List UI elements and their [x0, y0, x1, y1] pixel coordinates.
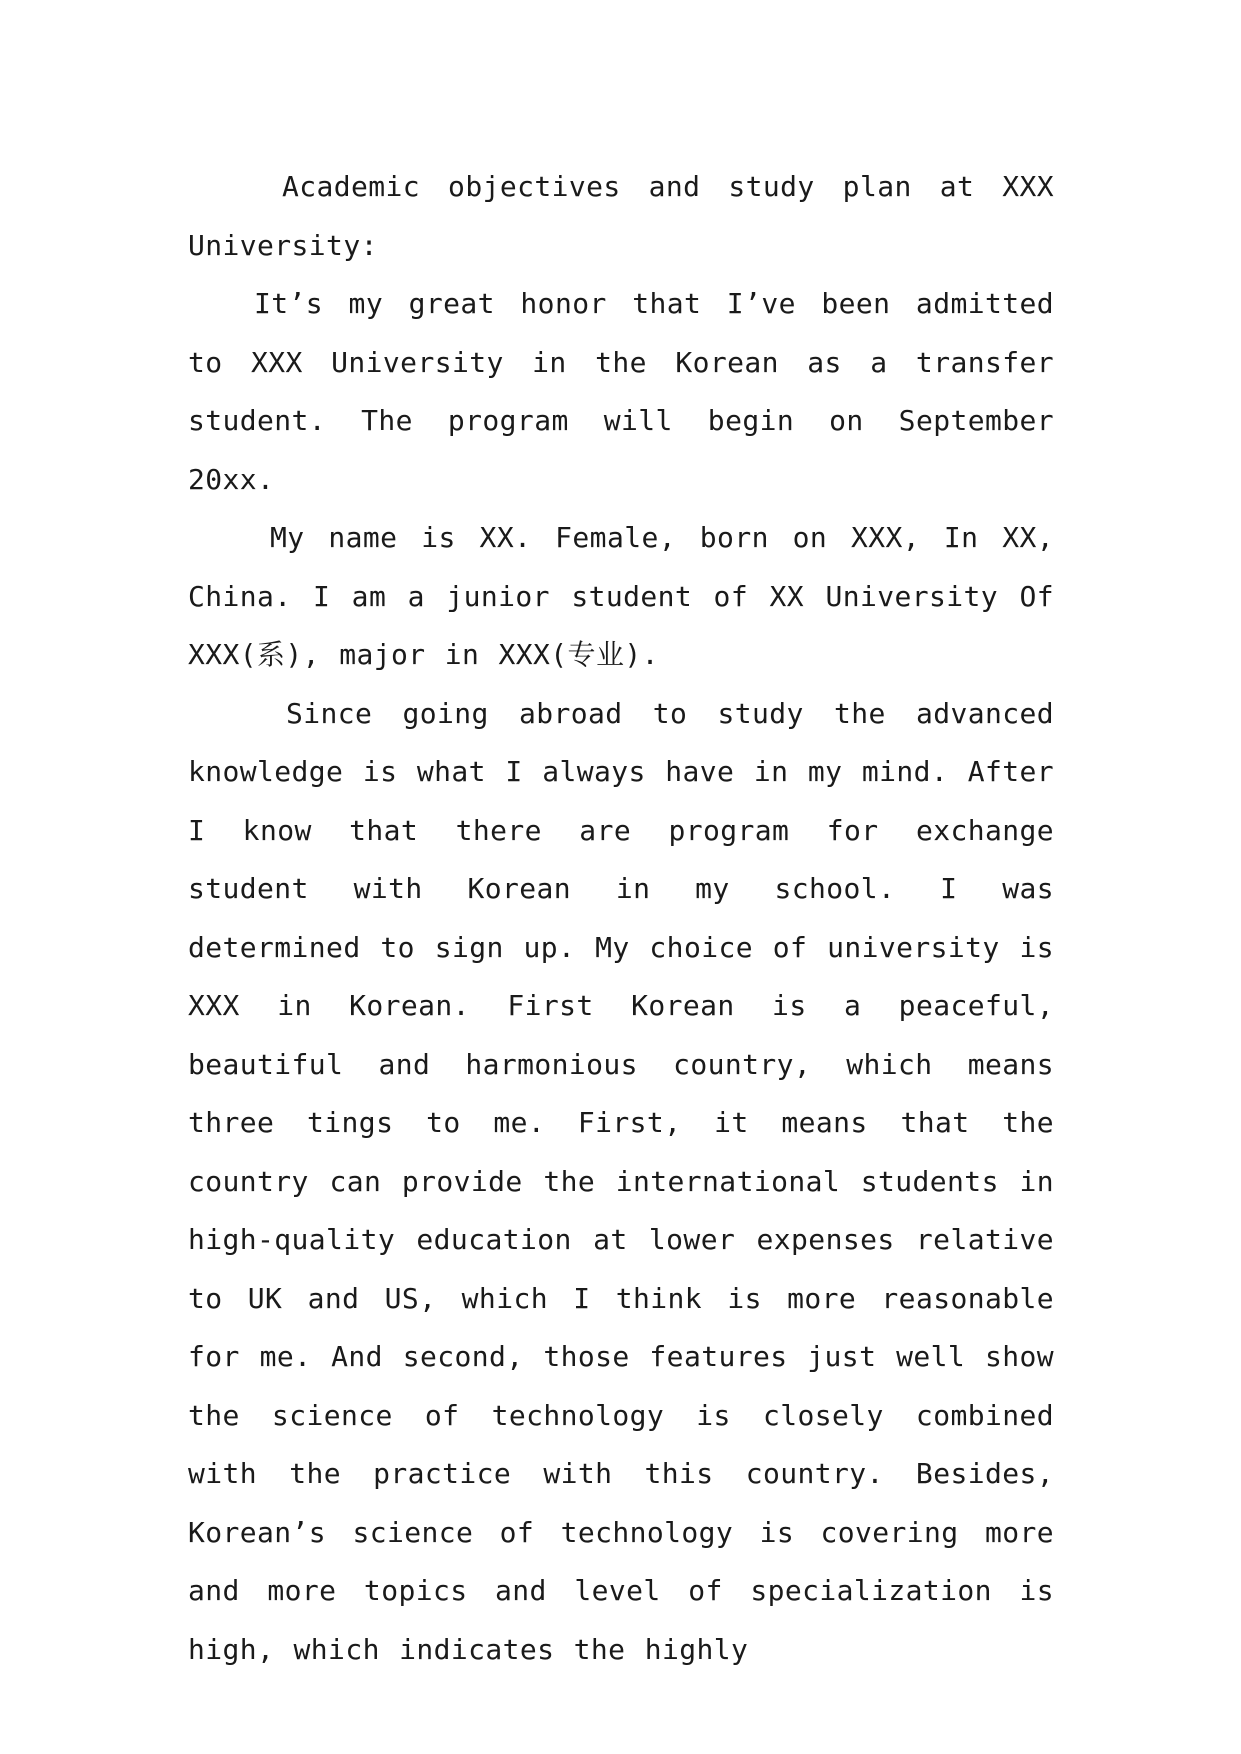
paragraph-personal-info: My name is XX. Female, born on XXX, In XX, China. I am a junior student of XX University Of XXX(系), major in XXX(专业). — [188, 521, 1054, 671]
paragraph-admission: It’s my great honor that I’ve been admitted to XXX University in the Korean as a transfer student. The program will begin on September 20xx. — [188, 287, 1054, 496]
paragraph-motivation: Since going abroad to study the advanced knowledge is what I always have in my mind. After I know that there are program for exchange student with Korean in my school. I was determined to sign up. My choice of university is XXX in Korean. First Korean is a peaceful, beautiful and harmonious country, which means three tings to me. First, it means that the country can provide the international students in high-quality education at lower expenses relative to UK and US, which I think is more reasonable for me. And second, those features just well show the science of technology is closely combined with the practice with this country. Besides, Korean’s science of technology is covering more and more topics and level of specialization is high, which indicates the highly — [188, 696, 1054, 1666]
paragraph-heading: Academic objectives and study plan at XXX University: — [188, 170, 1054, 262]
document-body — [188, 158, 1054, 1679]
